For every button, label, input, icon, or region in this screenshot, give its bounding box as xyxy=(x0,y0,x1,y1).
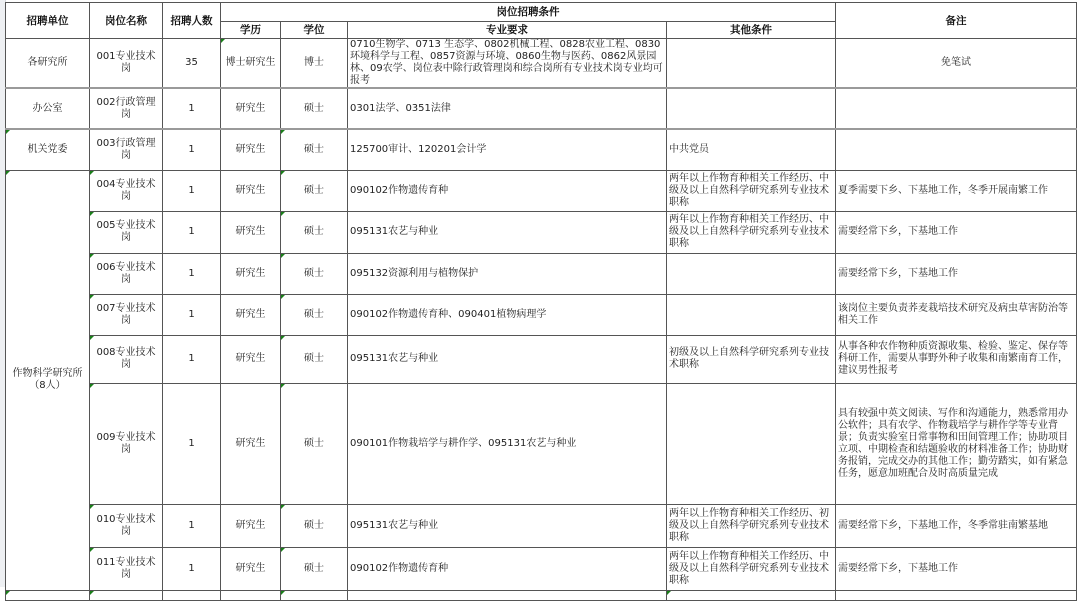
cell-other[interactable] xyxy=(667,383,836,504)
cell-position[interactable]: 008专业技术岗 xyxy=(90,335,163,383)
cell-count[interactable]: 1 xyxy=(163,211,221,253)
table-row xyxy=(6,129,1077,170)
header-remarks[interactable]: 备注 xyxy=(836,3,1077,39)
cell-education[interactable]: 研究生 xyxy=(221,129,281,170)
cell-education[interactable]: 研究生 xyxy=(221,170,281,211)
cell-position[interactable]: 005专业技术岗 xyxy=(90,211,163,253)
cell-remarks[interactable]: 该岗位主要负责荞麦栽培技术研究及病虫草害防治等相关工作 xyxy=(836,294,1077,335)
cell-other[interactable]: 中共党员 xyxy=(667,129,836,170)
table-row xyxy=(6,170,1077,211)
cell-remarks[interactable]: 需要经常下乡，下基地工作 xyxy=(836,547,1077,590)
cell-count[interactable]: 35 xyxy=(163,39,221,89)
cell-remarks[interactable]: 夏季需要下乡、下基地工作，冬季开展南繁工作 xyxy=(836,170,1077,211)
cell-position[interactable]: 006专业技术岗 xyxy=(90,253,163,294)
cell-empty[interactable] xyxy=(221,590,281,600)
cell-remarks[interactable]: 具有较强中英文阅读、写作和沟通能力，熟悉常用办公软件；具有农学、作物栽培学与耕作学等专业背景；负责实验室日常事物和田间管理工作；协助项目立项、中期检查和结题验收的材料准备工作；协助财务报销，完成交办的其他工作；勤劳踏实，如有紧急任务，愿意加班配合及时高质量完成 xyxy=(836,383,1077,504)
cell-education[interactable]: 研究生 xyxy=(221,547,281,590)
cell-remarks[interactable]: 需要经常下乡，下基地工作 xyxy=(836,253,1077,294)
cell-other[interactable]: 初级及以上自然科学研究系列专业技术职称 xyxy=(667,335,836,383)
cell-major[interactable]: 0301法学、0351法律 xyxy=(348,88,667,129)
cell-empty[interactable] xyxy=(836,590,1077,600)
header-conditions[interactable]: 岗位招聘条件 xyxy=(221,3,836,22)
cell-count[interactable]: 1 xyxy=(163,253,221,294)
cell-major[interactable]: 125700审计、120201会计学 xyxy=(348,129,667,170)
cell-degree[interactable]: 硕士 xyxy=(281,129,348,170)
cell-degree[interactable]: 硕士 xyxy=(281,211,348,253)
cell-major[interactable]: 090102作物遗传育种 xyxy=(348,547,667,590)
cell-major[interactable]: 0710生物学、0713 生态学、0802机械工程、0828农业工程、0830环境科学与工程、0857资源与环境、0860生物与医药、0862风景园林、09农学、岗位表中除行政管理岗和综合岗所有专业技术岗专业均可报考 xyxy=(348,39,667,89)
cell-education[interactable]: 研究生 xyxy=(221,88,281,129)
cell-other[interactable] xyxy=(667,39,836,89)
cell-unit[interactable]: 各研究所 xyxy=(6,39,90,89)
cell-count[interactable]: 1 xyxy=(163,383,221,504)
cell-other[interactable]: 两年以上作物育种相关工作经历、中级及以上自然科学研究系列专业技术职称 xyxy=(667,211,836,253)
cell-education[interactable]: 研究生 xyxy=(221,294,281,335)
cell-unit-merged[interactable]: 作物科学研究所（8人） xyxy=(6,170,90,590)
table-row xyxy=(6,211,1077,253)
cell-education[interactable]: 研究生 xyxy=(221,504,281,547)
cell-other[interactable] xyxy=(667,294,836,335)
cell-position[interactable]: 010专业技术岗 xyxy=(90,504,163,547)
cell-unit[interactable]: 办公室 xyxy=(6,88,90,129)
cell-count[interactable]: 1 xyxy=(163,88,221,129)
table-row xyxy=(6,547,1077,590)
cell-degree[interactable]: 博士 xyxy=(281,39,348,89)
cell-count[interactable]: 1 xyxy=(163,294,221,335)
cell-position[interactable]: 011专业技术岗 xyxy=(90,547,163,590)
cell-other[interactable]: 两年以上作物育种相关工作经历、中级及以上自然科学研究系列专业技术职称 xyxy=(667,170,836,211)
cell-position[interactable]: 007专业技术岗 xyxy=(90,294,163,335)
cell-count[interactable]: 1 xyxy=(163,170,221,211)
cell-count[interactable]: 1 xyxy=(163,547,221,590)
table-row xyxy=(6,88,1077,129)
cell-other[interactable] xyxy=(667,253,836,294)
cell-position[interactable]: 009专业技术岗 xyxy=(90,383,163,504)
cell-major[interactable]: 090102作物遗传育种 xyxy=(348,170,667,211)
cell-degree[interactable]: 硕士 xyxy=(281,547,348,590)
cell-count[interactable]: 1 xyxy=(163,504,221,547)
header-position[interactable]: 岗位名称 xyxy=(90,3,163,39)
cell-major[interactable]: 095131农艺与种业 xyxy=(348,335,667,383)
cell-empty[interactable] xyxy=(667,590,836,600)
cell-remarks[interactable]: 免笔试 xyxy=(836,39,1077,89)
cell-education[interactable]: 研究生 xyxy=(221,211,281,253)
header-count[interactable]: 招聘人数 xyxy=(163,3,221,39)
cell-degree[interactable]: 硕士 xyxy=(281,88,348,129)
cell-unit[interactable]: 机关党委 xyxy=(6,129,90,170)
cell-empty[interactable] xyxy=(90,590,163,600)
cell-position[interactable]: 001专业技术岗 xyxy=(90,39,163,89)
cell-remarks[interactable]: 需要经常下乡，下基地工作 xyxy=(836,211,1077,253)
header-unit[interactable]: 招聘单位 xyxy=(6,3,90,39)
table-row-partial xyxy=(6,590,1077,600)
recruitment-table xyxy=(5,2,1077,601)
cell-remarks[interactable]: 需要经常下乡，下基地工作，冬季常驻南繁基地 xyxy=(836,504,1077,547)
cell-other[interactable]: 两年以上作物育种相关工作经历、中级及以上自然科学研究系列专业技术职称 xyxy=(667,547,836,590)
cell-education[interactable]: 研究生 xyxy=(221,335,281,383)
header-degree[interactable]: 学位 xyxy=(281,22,348,39)
cell-count[interactable]: 1 xyxy=(163,129,221,170)
table-row xyxy=(6,253,1077,294)
cell-major[interactable]: 095131农艺与种业 xyxy=(348,211,667,253)
cell-major[interactable]: 095132资源利用与植物保护 xyxy=(348,253,667,294)
table-row xyxy=(6,383,1077,504)
cell-major[interactable]: 090101作物栽培学与耕作学、095131农艺与种业 xyxy=(348,383,667,504)
table-row xyxy=(6,294,1077,335)
header-education[interactable]: 学历 xyxy=(221,22,281,39)
cell-other[interactable] xyxy=(667,88,836,129)
cell-degree[interactable]: 硕士 xyxy=(281,294,348,335)
cell-education[interactable]: 博士研究生 xyxy=(221,39,281,89)
cell-other[interactable]: 两年以上作物育种相关工作经历、初级及以上自然科学研究系列专业技术职称 xyxy=(667,504,836,547)
cell-remarks[interactable]: 从事各种农作物种质资源收集、检验、鉴定、保存等科研工作，需要从事野外种子收集和南繁南育工作，建议男性报考 xyxy=(836,335,1077,383)
cell-position[interactable]: 004专业技术岗 xyxy=(90,170,163,211)
cell-major[interactable]: 095131农艺与种业 xyxy=(348,504,667,547)
cell-count[interactable]: 1 xyxy=(163,335,221,383)
table-row xyxy=(6,504,1077,547)
cell-degree[interactable]: 硕士 xyxy=(281,504,348,547)
table-row xyxy=(6,335,1077,383)
cell-remarks[interactable] xyxy=(836,129,1077,170)
cell-empty[interactable] xyxy=(163,590,221,600)
cell-empty[interactable] xyxy=(6,590,90,600)
cell-empty[interactable] xyxy=(348,590,667,600)
cell-major[interactable]: 090102作物遗传育种、090401植物病理学 xyxy=(348,294,667,335)
table-row xyxy=(6,39,1077,89)
cell-degree[interactable]: 硕士 xyxy=(281,170,348,211)
cell-position[interactable]: 003行政管理岗 xyxy=(90,129,163,170)
header-major[interactable]: 专业要求 xyxy=(348,22,667,39)
cell-degree[interactable]: 硕士 xyxy=(281,383,348,504)
cell-degree[interactable]: 硕士 xyxy=(281,253,348,294)
cell-education[interactable]: 研究生 xyxy=(221,383,281,504)
header-other[interactable]: 其他条件 xyxy=(667,22,836,39)
cell-degree[interactable]: 硕士 xyxy=(281,335,348,383)
cell-education[interactable]: 研究生 xyxy=(221,253,281,294)
cell-empty[interactable] xyxy=(281,590,348,600)
cell-remarks[interactable] xyxy=(836,88,1077,129)
cell-position[interactable]: 002行政管理岗 xyxy=(90,88,163,129)
